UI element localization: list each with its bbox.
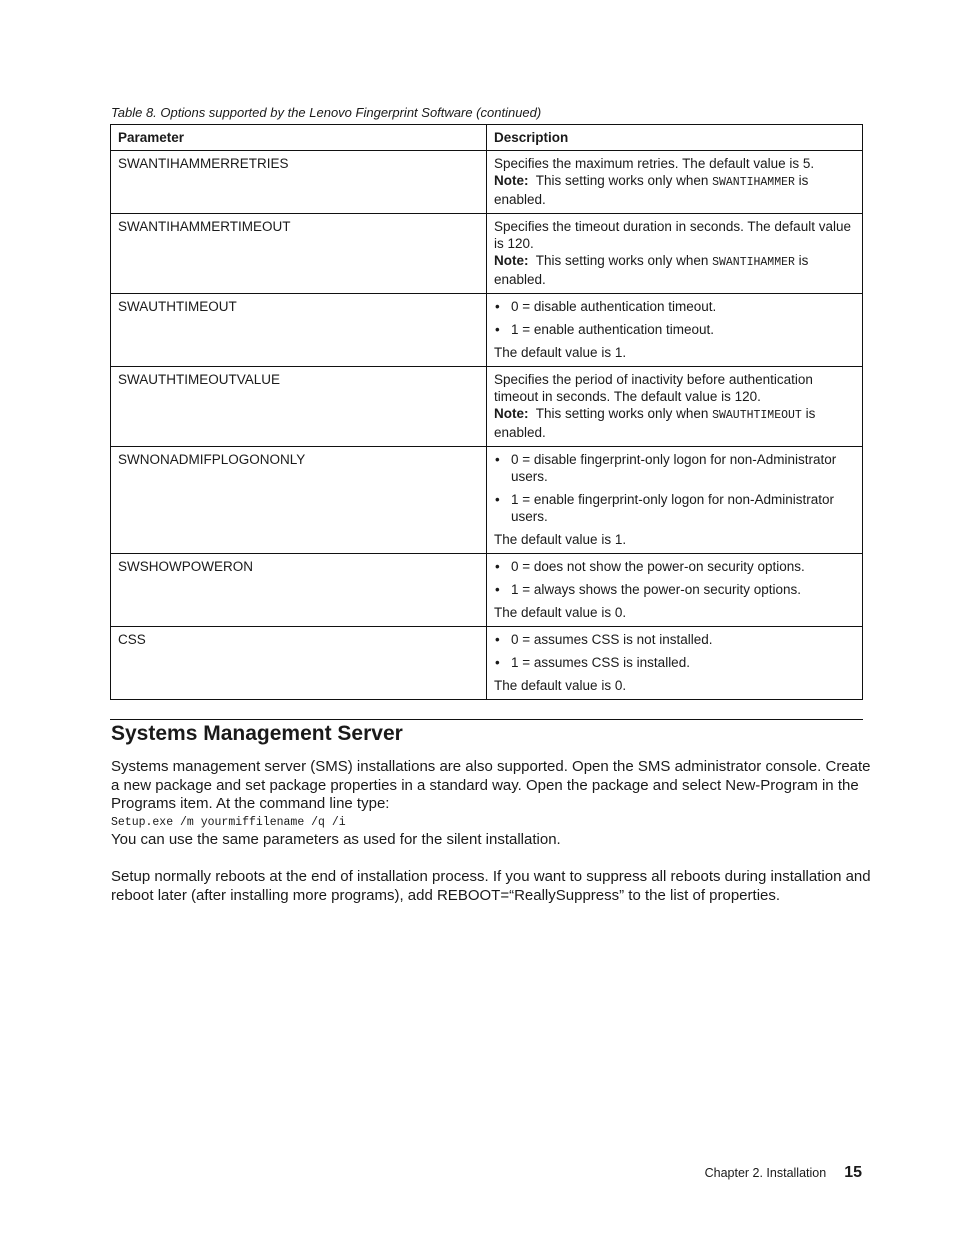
description-cell	[487, 214, 863, 294]
description-cell	[487, 151, 863, 214]
note	[494, 405, 855, 441]
param-cell: SWAUTHTIMEOUT	[111, 294, 487, 367]
param-cell: CSS	[111, 627, 487, 700]
param-cell: SWNONADMIFPLOGONONLY	[111, 447, 487, 554]
sms-intro-text: Systems management server (SMS) installations are also supported. Open the SMS administrator console. Create a new package and set package properties in a standard way. Open the package and select New-Program in the Programs item. At the command line type:	[111, 758, 871, 812]
param-cell: SWANTIHAMMERRETRIES	[111, 151, 487, 214]
param-cell: SWAUTHTIMEOUTVALUE	[111, 367, 487, 447]
header-parameter: Parameter	[111, 125, 487, 151]
note-code: SWANTIHAMMER	[712, 256, 795, 269]
option-item: • 1 = enable fingerprint-only logon for non-Administrator users.	[494, 491, 855, 525]
description-cell	[487, 294, 863, 367]
note-text: This setting works only when	[535, 253, 713, 268]
description-text: Specifies the period of inactivity before authentication timeout in seconds. The default value is 120.	[494, 372, 813, 404]
option-item: • 0 = disable authentication timeout.	[494, 298, 855, 315]
description-cell	[487, 627, 863, 700]
table-row	[111, 367, 863, 447]
description-text: Specifies the maximum retries. The default value is 5.	[494, 156, 815, 171]
description-text: Specifies the timeout duration in seconds. The default value is 120.	[494, 219, 851, 251]
option-item: • 0 = disable fingerprint-only logon for non-Administrator users.	[494, 451, 855, 485]
chapter-label: Chapter 2. Installation	[704, 1166, 827, 1180]
option-item: • 0 = assumes CSS is not installed.	[494, 631, 855, 648]
table-header-row	[111, 125, 863, 151]
default-value: The default value is 0.	[494, 605, 627, 620]
description-cell	[487, 447, 863, 554]
option-list	[494, 298, 855, 338]
option-list	[494, 558, 855, 598]
page-footer	[705, 1164, 862, 1182]
option-item: • 1 = always shows the power-on security options.	[494, 581, 855, 598]
table-row	[111, 554, 863, 627]
reboot-paragraph: Setup normally reboots at the end of installation process. If you want to suppress all reboots during installation and reboot later (after installing more programs), add REBOOT=“ReallySuppress” to the list of properties.	[111, 868, 871, 904]
command-line: Setup.exe /m yourmiffilename /q /i	[111, 815, 346, 829]
section-title: Systems Management Server	[111, 722, 403, 745]
page-number: 15	[844, 1164, 862, 1181]
note-label: Note:	[494, 406, 529, 421]
option-item: • 0 = does not show the power-on security options.	[494, 558, 855, 575]
header-description: Description	[487, 125, 863, 151]
sms-paragraph	[111, 758, 871, 849]
table-row	[111, 627, 863, 700]
note	[494, 252, 855, 288]
description-cell	[487, 554, 863, 627]
note-text: This setting works only when	[535, 173, 713, 188]
sms-followup-text: You can use the same parameters as used for the silent installation.	[111, 830, 561, 848]
table-row	[111, 294, 863, 367]
table-caption: Table 8. Options supported by the Lenovo Fingerprint Software (continued)	[111, 105, 542, 120]
default-value: The default value is 0.	[494, 678, 627, 693]
note-text-end: is enabled.	[494, 173, 809, 207]
option-list	[494, 451, 855, 525]
table-row	[111, 447, 863, 554]
description-cell	[487, 367, 863, 447]
note	[494, 172, 855, 208]
table-row	[111, 151, 863, 214]
note-label: Note:	[494, 253, 529, 268]
param-cell: SWANTIHAMMERTIMEOUT	[111, 214, 487, 294]
note-label: Note:	[494, 173, 529, 188]
default-value: The default value is 1.	[494, 532, 627, 547]
section-divider	[110, 719, 863, 720]
option-list	[494, 631, 855, 671]
option-item: • 1 = assumes CSS is installed.	[494, 654, 855, 671]
note-text-end: is enabled.	[494, 253, 809, 287]
note-text: This setting works only when	[535, 406, 713, 421]
note-code: SWANTIHAMMER	[712, 176, 795, 189]
note-code: SWAUTHTIMEOUT	[712, 409, 802, 422]
table-row	[111, 214, 863, 294]
option-item: • 1 = enable authentication timeout.	[494, 321, 855, 338]
param-cell: SWSHOWPOWERON	[111, 554, 487, 627]
options-table	[110, 124, 863, 700]
note-text-end: is enabled.	[494, 406, 816, 440]
default-value: The default value is 1.	[494, 345, 627, 360]
